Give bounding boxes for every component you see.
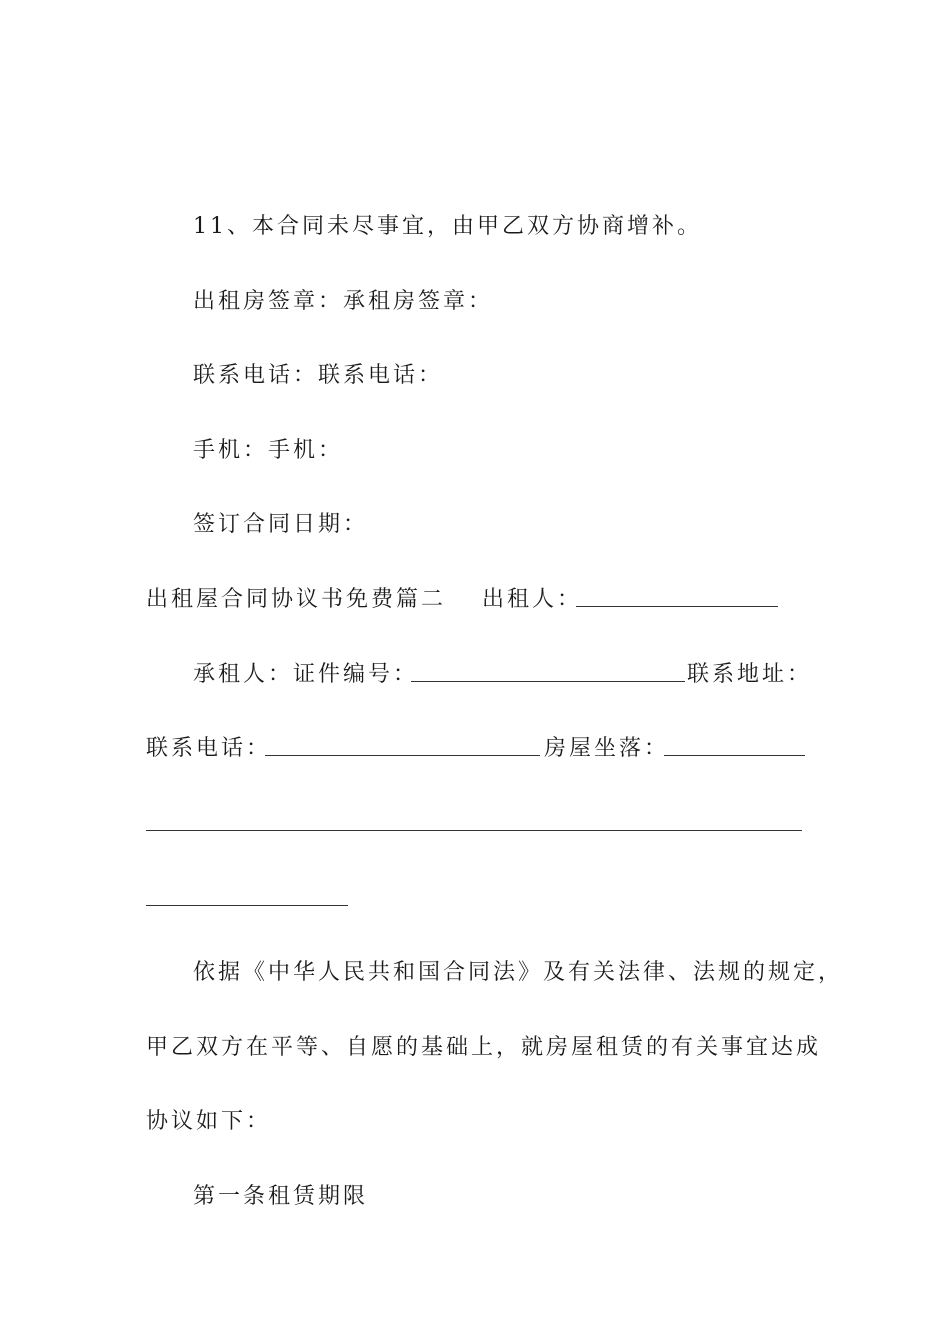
lessee-id-label: 承租人：证件编号：: [193, 662, 419, 687]
clause-11: 11、本合同未尽事宜，由甲乙双方协商增补。: [193, 214, 702, 239]
phone-line: 联系电话：联系电话：: [193, 363, 444, 388]
house-location-blank: [664, 755, 805, 756]
location-continuation-blank: [146, 830, 802, 831]
phone-blank: [265, 755, 540, 756]
address-label: 联系地址：: [687, 662, 813, 687]
location-continuation-blank-2: [146, 905, 348, 906]
lessor-blank: [576, 606, 778, 607]
id-number-blank: [411, 681, 685, 682]
sign-date-line: 签订合同日期：: [193, 512, 369, 537]
preamble-line-1: 依据《中华人民共和国合同法》及有关法律、法规的规定，: [193, 960, 844, 985]
house-location-label: 房屋坐落：: [544, 736, 670, 761]
article-1-title: 第一条租赁期限: [193, 1184, 369, 1209]
preamble-line-3: 协议如下：: [146, 1109, 272, 1134]
preamble-line-2: 甲乙双方在平等、自愿的基础上，就房屋租赁的有关事宜达成: [146, 1035, 822, 1060]
signature-line: 出租房签章：承租房签章：: [193, 289, 494, 314]
phone-label: 联系电话：: [146, 736, 272, 761]
lessor-label: 出租人：: [482, 587, 583, 612]
section-title: 出租屋合同协议书免费篇二: [146, 587, 447, 612]
mobile-line: 手机：手机：: [193, 438, 344, 463]
